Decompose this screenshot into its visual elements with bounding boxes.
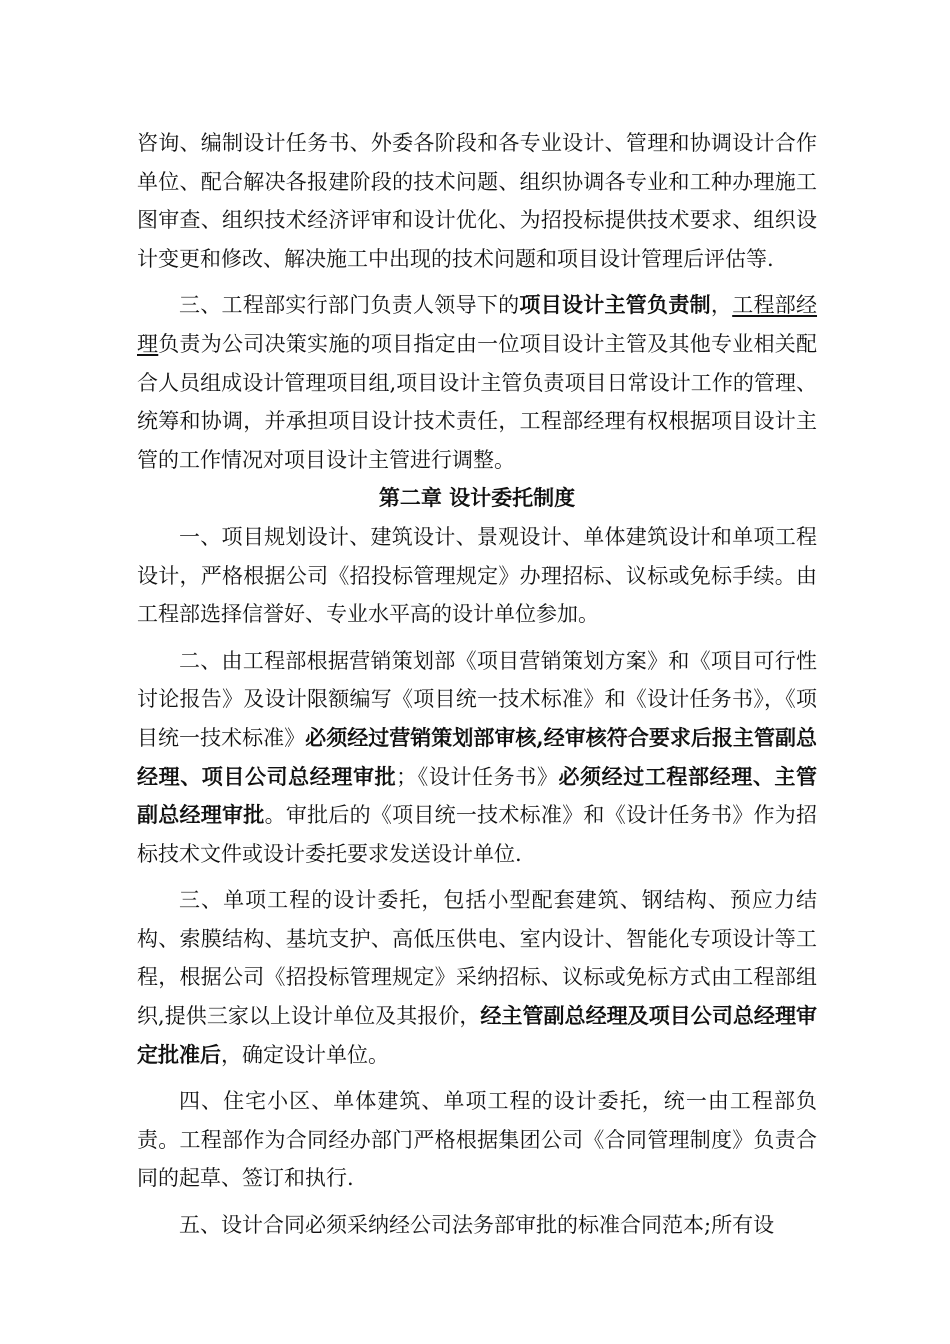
paragraph-3-text-comma: ， xyxy=(710,293,733,318)
paragraph-2-bold-approval-1: 必须经过营销策划部审核,经审核符合要求后报主管副总经理、项目公司总经理审批 xyxy=(137,724,817,789)
paragraph-5-standard-contract: 五、设计合同必须采纳经公司法务部审批的标准合同范本;所有设 xyxy=(179,1213,775,1238)
paragraph-4-contract: 四、住宅小区、单体建筑、单项工程的设计委托，统一由工程部负责。工程部作为合同经办部门严格根据集团公司《合同管理制度》负责合同的起草、签订和执行. xyxy=(137,1089,817,1191)
paragraph-2-text-a: 二、由工程部根据营销策划部《项目营销策划方案》和《项目可行性讨论报告》及设计限额编写《项目统一技术标准》和《设计任务书》，《项目统一技术标准》 xyxy=(137,648,817,750)
paragraph-3-text-d: 负责为公司决策实施的项目指定由一位项目设计主管及其他专业相关配合人员组成设计管理项目组,项目设计主管负责项目日常设计工作的管理、统筹和协调，并承担项目设计技术责任，工程部经理有权根据项目设计主管的工作情况对项目设计主管进行调整。 xyxy=(137,331,818,472)
paragraph-2-bold-approval-2: 必须经过工程部经理、主管副总经理审批 xyxy=(137,763,818,828)
paragraph-2-technical-standard xyxy=(137,642,817,874)
document-page xyxy=(137,124,817,1245)
paragraph-2-text-d: 。审批后的《项目统一技术标准》和《设计任务书》作为招标技术文件或设计委托要求发送设计单位. xyxy=(137,803,818,866)
paragraph-2-text-c: ；《设计任务书》 xyxy=(396,764,559,789)
paragraph-3-bold-term: 项目设计主管负责制 xyxy=(519,292,711,318)
paragraph-3-text-a: 三、工程部实行部门负责人领导下的 xyxy=(179,293,520,318)
paragraph-3-underlined-term: 工程部经理 xyxy=(137,293,818,356)
paragraph-3-single-project xyxy=(137,881,817,1074)
paragraph-continuation: 咨询、编制设计任务书、外委各阶段和各专业设计、管理和协调设计合作单位、配合解决各报建阶段的技术问题、组织协调各专业和工种办理施工图审查、组织技术经济评审和设计优化、为招投标提供技术要求、组织设计变更和修改、解决施工中出现的技术问题和项目设计管理后评估等. xyxy=(137,131,817,271)
chapter-title: 第二章 设计委托制度 xyxy=(378,485,576,511)
paragraph-3b-bold-approval: 经主管副总经理及项目公司总经理审定批准后 xyxy=(137,1003,817,1067)
paragraph-1-design-bidding: 一、项目规划设计、建筑设计、景观设计、单体建筑设计和单项工程设计，严格根据公司《招投标管理规定》办理招标、议标或免标手续。由工程部选择信誉好、专业水平高的设计单位参加。 xyxy=(137,524,817,627)
paragraph-3b-text-c: ，确定设计单位。 xyxy=(221,1042,389,1067)
paragraph-3-design-manager xyxy=(137,286,817,479)
paragraph-3b-text-a: 三、单项工程的设计委托，包括小型配套建筑、钢结构、预应力结构、索膜结构、基坑支护、高低压供电、室内设计、智能化专项设计等工程，根据公司《招投标管理规定》采纳招标、议标或免标方式由工程部组织,提供三家以上设计单位及其报价， xyxy=(137,888,817,1029)
